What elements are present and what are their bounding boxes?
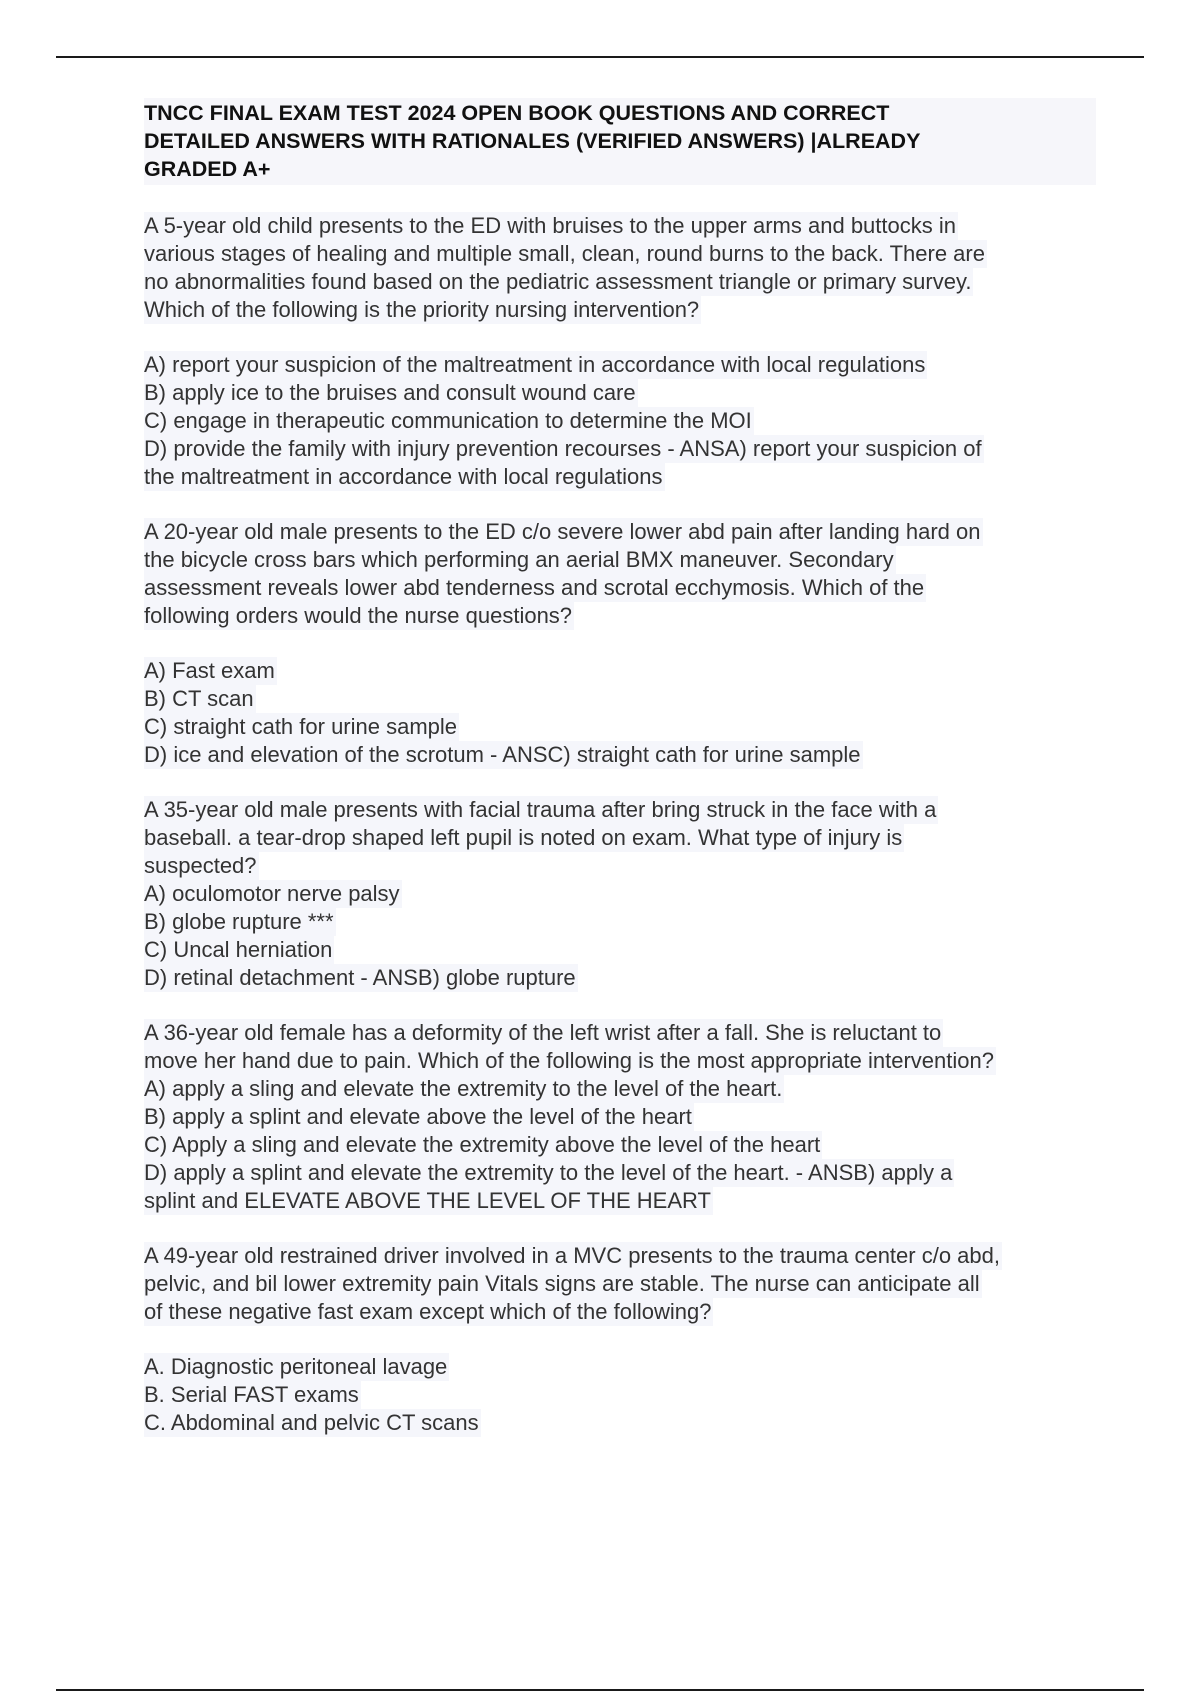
stem-line: A 20-year old male presents to the ED c/o severe lower abd pain after landing hard on — [144, 519, 981, 544]
option-line: A) oculomotor nerve palsy — [144, 881, 400, 906]
option-line: B) apply ice to the bruises and consult wound care — [144, 380, 636, 405]
option-line: A) report your suspicion of the maltreatment in accordance with local regulations — [144, 352, 926, 377]
option-line: C) Uncal herniation — [144, 937, 333, 962]
question-options — [144, 880, 1090, 992]
document-title — [144, 98, 1096, 185]
option-line: D) retinal detachment - ANSB) globe rupture — [144, 965, 576, 990]
option-line: D) apply a splint and elevate the extremity to the level of the heart. - ANSB) apply a — [144, 1160, 953, 1185]
option-line: B) CT scan — [144, 686, 254, 711]
option-line: D) ice and elevation of the scrotum - ANSC) straight cath for urine sample — [144, 742, 861, 767]
stem-line: the bicycle cross bars which performing an aerial BMX maneuver. Secondary — [144, 547, 894, 572]
option-line: C) engage in therapeutic communication to determine the MOI — [144, 408, 752, 433]
stem-line: suspected? — [144, 853, 257, 878]
question-options — [144, 351, 1090, 491]
stem-line: A 35-year old male presents with facial trauma after bring struck in the face with a — [144, 797, 937, 822]
question-stem — [144, 796, 1090, 880]
question-4 — [144, 1019, 1090, 1215]
title-line: TNCC FINAL EXAM TEST 2024 OPEN BOOK QUESTIONS AND CORRECT — [144, 101, 890, 125]
question-2 — [144, 518, 1090, 769]
option-line: C) Apply a sling and elevate the extremity above the level of the heart — [144, 1132, 821, 1157]
stem-line: A 49-year old restrained driver involved in a MVC presents to the trauma center c/o abd, — [144, 1243, 1000, 1268]
stem-line: pelvic, and bil lower extremity pain Vitals signs are stable. The nurse can anticipate all — [144, 1271, 980, 1296]
question-3 — [144, 796, 1090, 992]
stem-line: baseball. a tear-drop shaped left pupil is noted on exam. What type of injury is — [144, 825, 903, 850]
question-5 — [144, 1242, 1090, 1437]
question-stem — [144, 1019, 1090, 1075]
option-line: B. Serial FAST exams — [144, 1382, 359, 1407]
option-line: splint and ELEVATE ABOVE THE LEVEL OF THE HEART — [144, 1188, 711, 1213]
bottom-rule — [56, 1689, 1144, 1691]
option-line: B) apply a splint and elevate above the level of the heart — [144, 1104, 692, 1129]
option-line: C. Abdominal and pelvic CT scans — [144, 1410, 479, 1435]
top-rule — [56, 56, 1144, 58]
option-line: B) globe rupture *** — [144, 909, 334, 934]
stem-line: various stages of healing and multiple small, clean, round burns to the back. There are — [144, 241, 985, 266]
stem-line: A 36-year old female has a deformity of the left wrist after a fall. She is reluctant to — [144, 1020, 942, 1045]
option-line: A) Fast exam — [144, 658, 275, 683]
stem-line: Which of the following is the priority nursing intervention? — [144, 297, 700, 322]
title-line: DETAILED ANSWERS WITH RATIONALES (VERIFIED ANSWERS) |ALREADY — [144, 129, 921, 153]
option-line: A. Diagnostic peritoneal lavage — [144, 1354, 448, 1379]
stem-line: A 5-year old child presents to the ED with bruises to the upper arms and buttocks in — [144, 213, 956, 238]
option-line: A) apply a sling and elevate the extremity to the level of the heart. — [144, 1076, 783, 1101]
title-line: GRADED A+ — [144, 157, 271, 181]
question-options — [144, 1075, 1090, 1215]
option-line: C) straight cath for urine sample — [144, 714, 458, 739]
stem-line: no abnormalities found based on the pediatric assessment triangle or primary survey. — [144, 269, 972, 294]
stem-line: following orders would the nurse questions? — [144, 603, 573, 628]
question-stem — [144, 212, 1090, 324]
question-1 — [144, 212, 1090, 491]
question-options — [144, 1353, 1090, 1437]
question-stem — [144, 1242, 1090, 1326]
option-line: D) provide the family with injury prevention recourses - ANSA) report your suspicion of — [144, 436, 982, 461]
document-body — [144, 98, 1090, 1437]
question-options — [144, 657, 1090, 769]
stem-line: of these negative fast exam except which of the following? — [144, 1299, 712, 1324]
stem-line: assessment reveals lower abd tenderness and scrotal ecchymosis. Which of the — [144, 575, 925, 600]
stem-line: move her hand due to pain. Which of the following is the most appropriate intervention? — [144, 1048, 994, 1073]
question-stem — [144, 518, 1090, 630]
option-line: the maltreatment in accordance with local regulations — [144, 464, 663, 489]
